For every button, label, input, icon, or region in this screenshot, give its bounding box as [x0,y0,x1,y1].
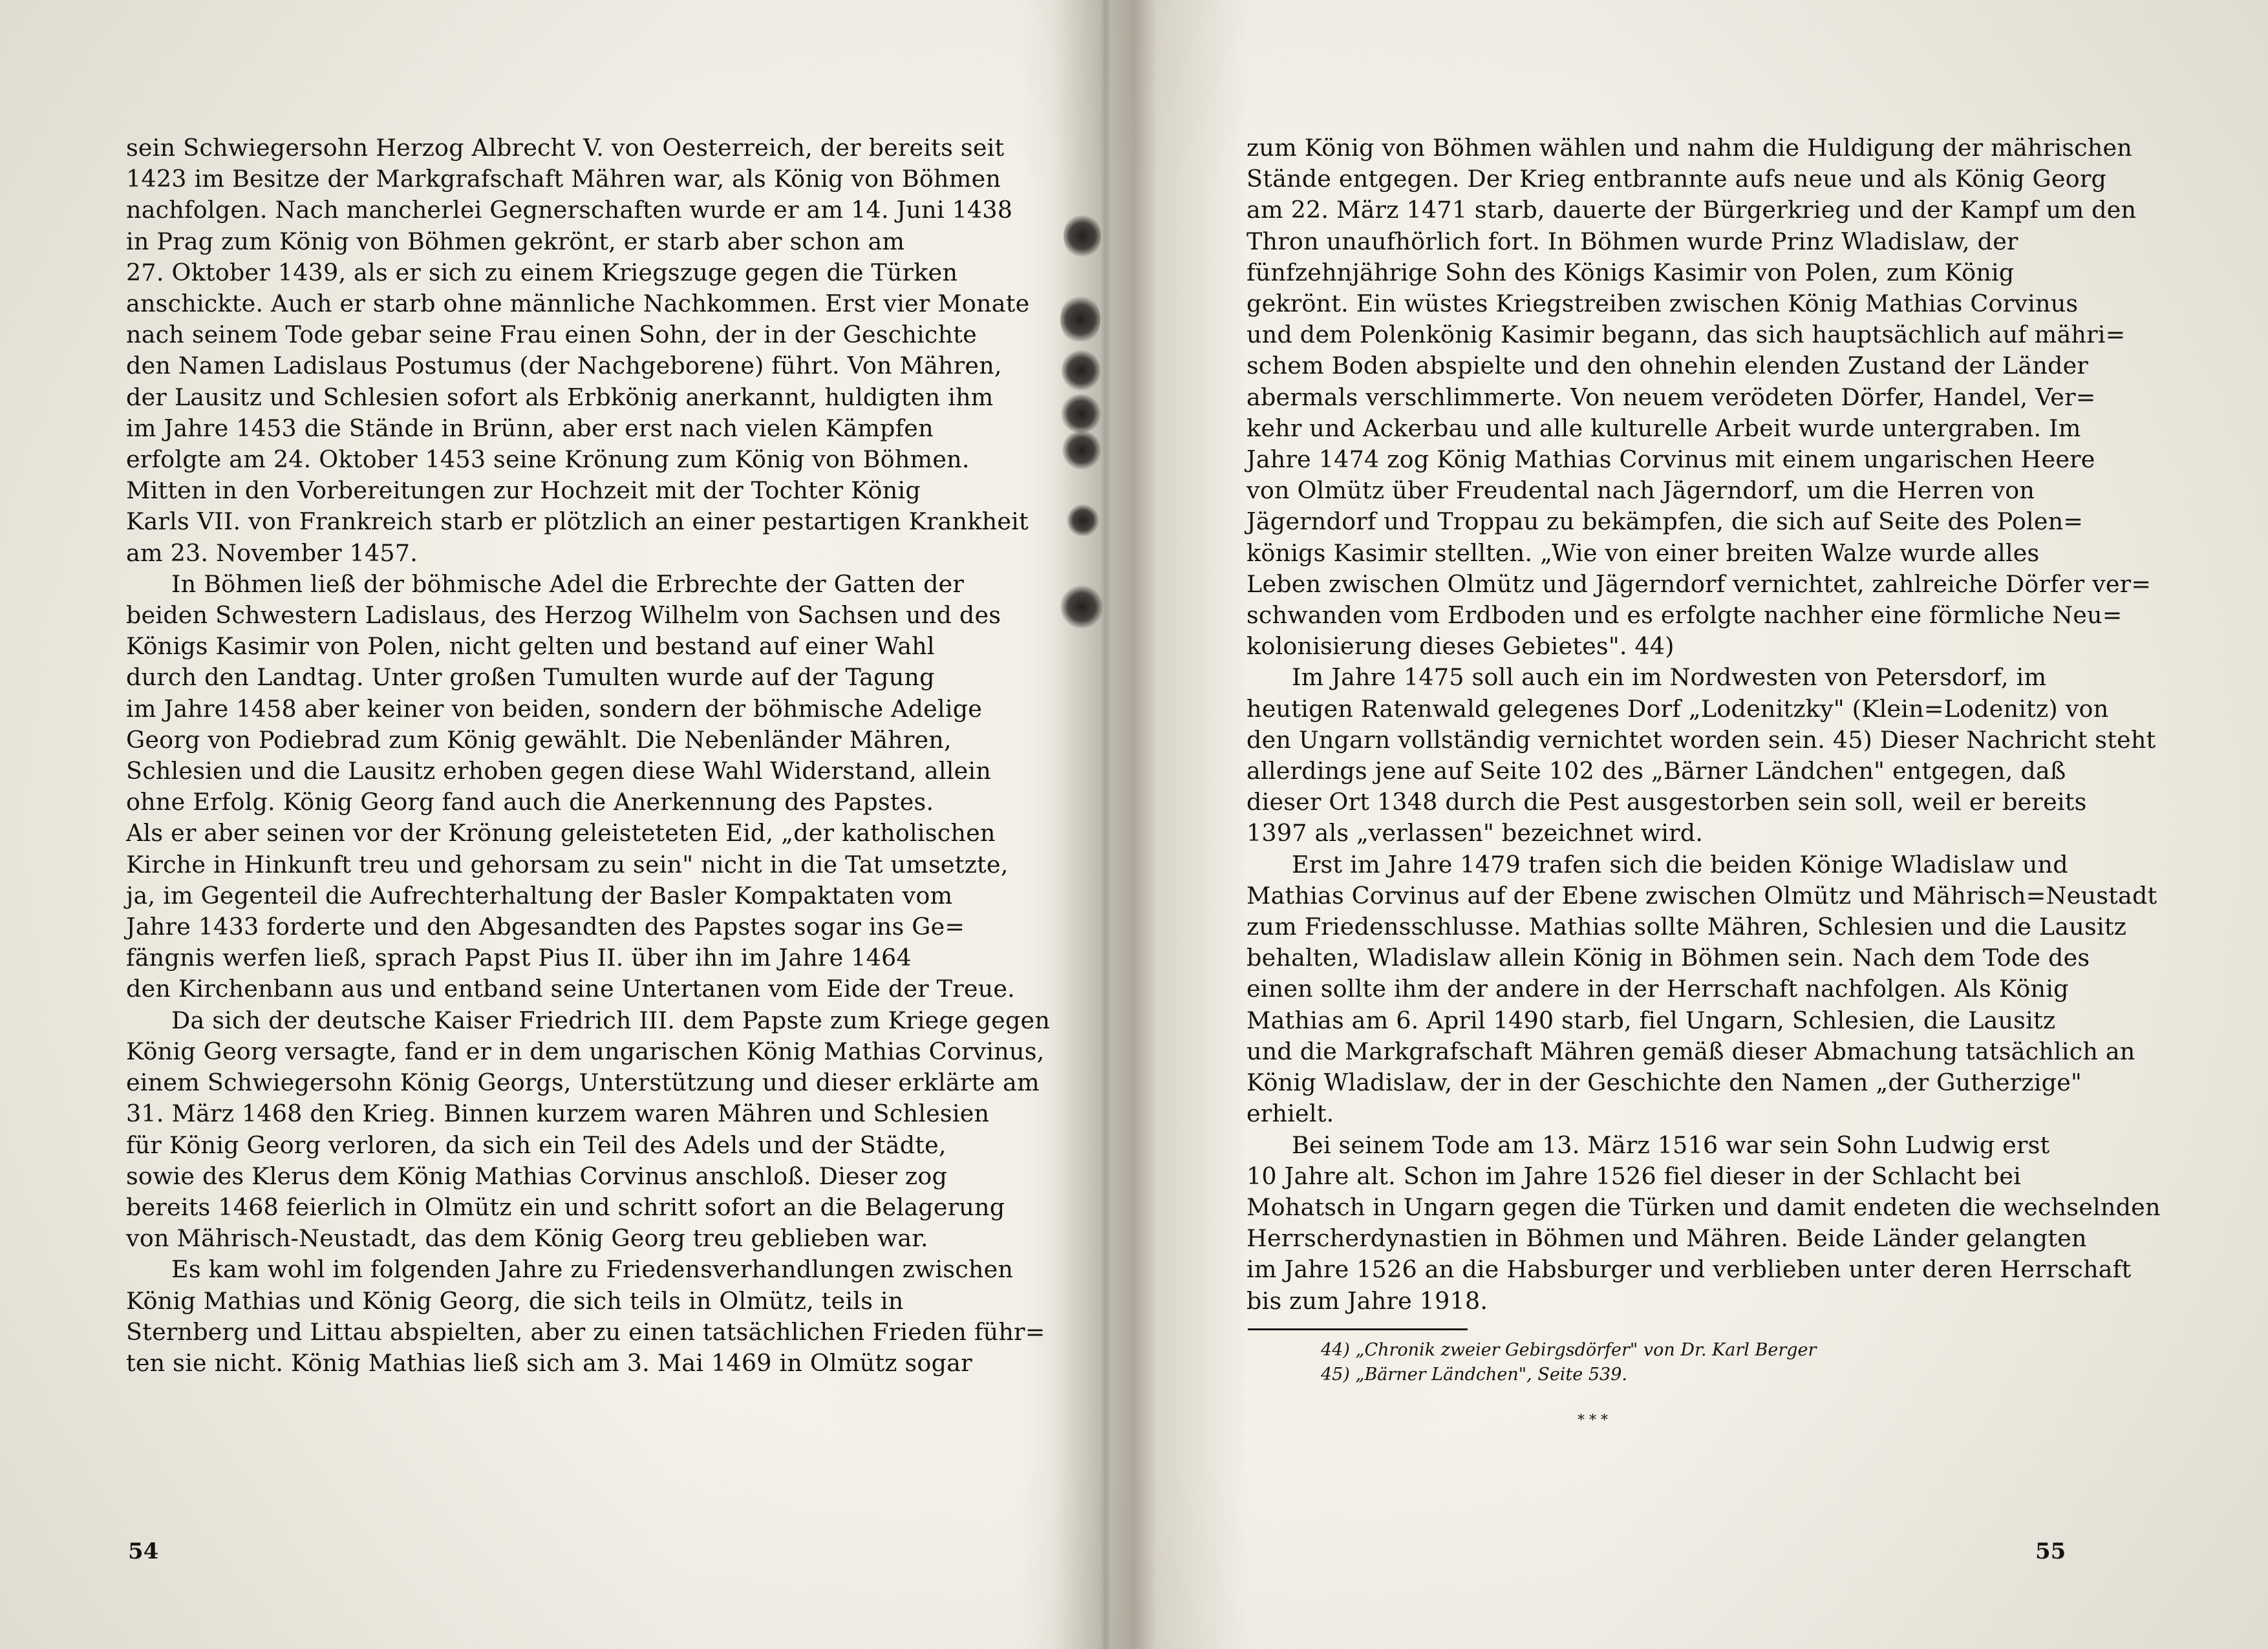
ink-blot [1060,294,1100,345]
text-line: erfolgte am 24. Oktober 1453 seine Krönung zum König von Böhmen. [126,445,970,474]
text-line: ten sie nicht. König Mathias ließ sich am 3. Mai 1469 in Olmütz sogar [126,1348,972,1377]
ink-blot [1064,213,1101,259]
text-line: schem Boden abspielte und den ohnehin elenden Zustand der Länder [1246,352,2089,380]
text-line: den Ungarn vollständig vernichtet worden sein. 45) Dieser Nachricht steht [1246,725,2156,754]
text-line: Jahre 1474 zog König Mathias Corvinus mit einem ungarischen Heere [1246,445,2095,474]
text-line: im Jahre 1453 die Stände in Brünn, aber erst nach vielen Kämpfen [126,414,934,442]
text-line: beiden Schwestern Ladislaus, des Herzog Wilhelm von Sachsen und des [126,601,1001,630]
text-line: fängnis werfen ließ, sprach Papst Pius II. über ihn im Jahre 1464 [126,944,912,972]
text-line: in Prag zum König von Böhmen gekrönt, er starb aber schon am [126,227,905,255]
text-line: Sternberg und Littau abspielten, aber zu einen tatsächlichen Frieden führ= [126,1317,1045,1346]
text-line: dieser Ort 1348 durch die Pest ausgestorben sein soll, weil er bereits [1246,788,2087,816]
text-line: ja, im Gegenteil die Aufrechterhaltung der Basler Kompaktaten vom [126,881,953,910]
text-line: König Mathias und König Georg, die sich teils in Olmütz, teils in [126,1286,904,1315]
text-line: Im Jahre 1475 soll auch ein im Nordwesten von Petersdorf, im [1292,663,2047,692]
text-line: Stände entgegen. Der Krieg entbrannte aufs neue und als König Georg [1246,165,2107,193]
text-line: Georg von Podiebrad zum König gewählt. Die Nebenländer Mähren, [126,725,952,754]
text-line: heutigen Ratenwald gelegenes Dorf „Lodenitzky" (Klein=Lodenitz) von [1246,694,2109,723]
text-line: Kirche in Hinkunft treu und gehorsam zu sein" nicht in die Tat umsetzte, [126,850,1009,878]
text-line: und die Markgrafschaft Mähren gemäß dieser Abmachung tatsächlich an [1246,1037,2135,1065]
text-line: zum König von Böhmen wählen und nahm die Huldigung der mährischen [1246,134,2133,162]
text-line: fünfzehnjährige Sohn des Königs Kasimir von Polen, zum König [1246,258,2015,286]
text-line: ohne Erfolg. König Georg fand auch die Anerkennung des Papstes. [126,788,934,816]
text-line: Jägerndorf und Troppau zu bekämpfen, die sich auf Seite des Polen= [1246,507,2084,536]
text-line: behalten, Wladislaw allein König in Böhmen sein. Nach dem Tode des [1246,944,2090,972]
text-line: sowie des Klerus dem König Mathias Corvinus anschloß. Dieser zog [126,1162,948,1190]
text-line: Es kam wohl im folgenden Jahre zu Friedensverhandlungen zwischen [171,1255,1014,1284]
section-ornament: * * * [1578,1412,1608,1429]
ink-blot [1060,585,1103,629]
text-line: nachfolgen. Nach mancherlei Gegnerschaften wurde er am 14. Juni 1438 [126,196,1013,224]
footnote: 44) „Chronik zweier Gebirgsdörfer" von Dr. Karl Berger [1321,1339,1817,1360]
page-number: 55 [2035,1538,2066,1564]
text-line: von Mährisch-Neustadt, das dem König Georg treu geblieben war. [126,1224,928,1253]
text-line: Karls VII. von Frankreich starb er plötzlich an einer pestartigen Krankheit [126,507,1029,536]
right-page [1246,133,2161,1387]
paragraph [1246,662,2156,849]
text-line: Da sich der deutsche Kaiser Friedrich III. dem Papste zum Kriege gegen [171,1006,1051,1034]
text-line: bis zum Jahre 1918. [1246,1286,1488,1315]
text-line: von Olmütz über Freudental nach Jägerndorf, um die Herren von [1246,476,2035,505]
paragraph [1246,1130,2161,1317]
text-line: durch den Landtag. Unter großen Tumulten wurde auf der Tagung [126,663,935,692]
text-line: Als er aber seinen vor der Krönung geleisteteten Eid, „der katholischen [126,819,996,847]
text-line: einem Schwiegersohn König Georgs, Unterstützung und dieser erklärte am [126,1069,1040,1097]
text-line: am 22. März 1471 starb, dauerte der Bürgerkrieg und der Kampf um den [1246,196,2137,224]
text-line: Mohatsch in Ungarn gegen die Türken und damit endeten die wechselnden [1246,1193,2161,1221]
paragraph [126,1005,1051,1255]
paragraph [126,1254,1045,1379]
paragraph [1246,849,2157,1130]
text-line: schwanden vom Erdboden und es erfolgte nachher eine förmliche Neu= [1246,601,2123,630]
text-line: allerdings jene auf Seite 102 des „Bärner Ländchen" entgegen, daß [1246,757,2066,785]
text-line: 31. März 1468 den Krieg. Binnen kurzem waren Mähren und Schlesien [126,1100,990,1128]
text-line: Mitten in den Vorbereitungen zur Hochzeit mit der Tochter König [126,476,921,505]
text-line: im Jahre 1458 aber keiner von beiden, sondern der böhmische Adelige [126,694,983,723]
text-line: am 23. November 1457. [126,538,418,567]
ink-blot [1062,349,1100,392]
ink-blot [1062,430,1101,470]
ink-blot [1067,504,1099,537]
text-line: Jahre 1433 forderte und den Abgesandten des Papstes sogar ins Ge= [126,913,965,941]
text-line: abermals verschlimmerte. Von neuem verödeten Dörfer, Handel, Ver= [1246,383,2096,411]
text-line: 10 Jahre alt. Schon im Jahre 1526 fiel dieser in der Schlacht bei [1246,1162,2022,1190]
text-line: In Böhmen ließ der böhmische Adel die Erbrechte der Gatten der [171,569,965,598]
text-line: 27. Oktober 1439, als er sich zu einem Kriegszuge gegen die Türken [126,258,958,286]
text-line: Herrscherdynastien in Böhmen und Mähren. Beide Länder gelangten [1246,1224,2087,1253]
footnote: 45) „Bärner Ländchen", Seite 539. [1321,1364,1627,1385]
text-line: anschickte. Auch er starb ohne männliche Nachkommen. Erst vier Monate [126,290,1030,318]
text-line: Bei seinem Tode am 13. März 1516 war sein Sohn Ludwig erst [1292,1131,2050,1159]
text-line: kehr und Ackerbau und alle kulturelle Arbeit wurde untergraben. Im [1246,414,2081,442]
text-line: 1423 im Besitze der Markgrafschaft Mähren war, als König von Böhmen [126,165,1001,193]
text-line: König Georg versagte, fand er in dem ungarischen König Mathias Corvinus, [126,1037,1045,1065]
text-line: nach seinem Tode gebar seine Frau einen Sohn, der in der Geschichte [126,321,977,349]
text-line: für König Georg verloren, da sich ein Teil des Adels und der Städte, [126,1131,947,1159]
left-page [126,133,1051,1379]
text-line: kolonisierung dieses Gebietes". 44) [1246,632,1674,661]
text-line: einen sollte ihm der andere in der Herrschaft nachfolgen. Als König [1246,975,2069,1003]
text-line: gekrönt. Ein wüstes Kriegstreiben zwischen König Mathias Corvinus [1246,290,2079,318]
text-line: 1397 als „verlassen" bezeichnet wird. [1246,819,1704,847]
text-line: Leben zwischen Olmütz und Jägerndorf vernichtet, zahlreiche Dörfer ver= [1246,569,2152,598]
footnote-divider [1248,1328,1468,1330]
text-line: bereits 1468 feierlich in Olmütz ein und schritt sofort an die Belagerung [126,1193,1005,1221]
text-line: Erst im Jahre 1479 trafen sich die beiden Könige Wladislaw und [1292,850,2068,878]
text-line: zum Friedensschlusse. Mathias sollte Mähren, Schlesien und die Lausitz [1246,913,2127,941]
paragraph [126,569,1015,1005]
text-line: Königs Kasimir von Polen, nicht gelten und bestand auf einer Wahl [126,632,935,661]
text-line: sein Schwiegersohn Herzog Albrecht V. von Oesterreich, der bereits seit [126,134,1005,162]
text-line: den Kirchenbann aus und entband seine Untertanen vom Eide der Treue. [126,975,1015,1003]
paragraph [1246,133,2152,662]
text-line: Schlesien und die Lausitz erhoben gegen diese Wahl Widerstand, allein [126,757,991,785]
text-line: Thron unaufhörlich fort. In Böhmen wurde Prinz Wladislaw, der [1246,227,2018,255]
text-line: königs Kasimir stellten. „Wie von einer breiten Walze wurde alles [1246,538,2040,567]
text-line: im Jahre 1526 an die Habsburger und verblieben unter deren Herrschaft [1246,1255,2132,1284]
text-line: erhielt. [1246,1100,1334,1128]
text-line: Mathias Corvinus auf der Ebene zwischen Olmütz und Mährisch=Neustadt [1246,881,2157,910]
text-line: und dem Polenkönig Kasimir begann, das sich hauptsächlich auf mähri= [1246,321,2126,349]
text-line: den Namen Ladislaus Postumus (der Nachgeborene) führt. Von Mähren, [126,352,1002,380]
ink-blot [1060,394,1102,433]
text-line: König Wladislaw, der in der Geschichte den Namen „der Gutherzige" [1246,1069,2082,1097]
page-number: 54 [128,1538,159,1564]
text-line: Mathias am 6. April 1490 starb, fiel Ungarn, Schlesien, die Lausitz [1246,1006,2056,1034]
text-line: der Lausitz und Schlesien sofort als Erbkönig anerkannt, huldigten ihm [126,383,994,411]
paragraph [126,133,1030,569]
